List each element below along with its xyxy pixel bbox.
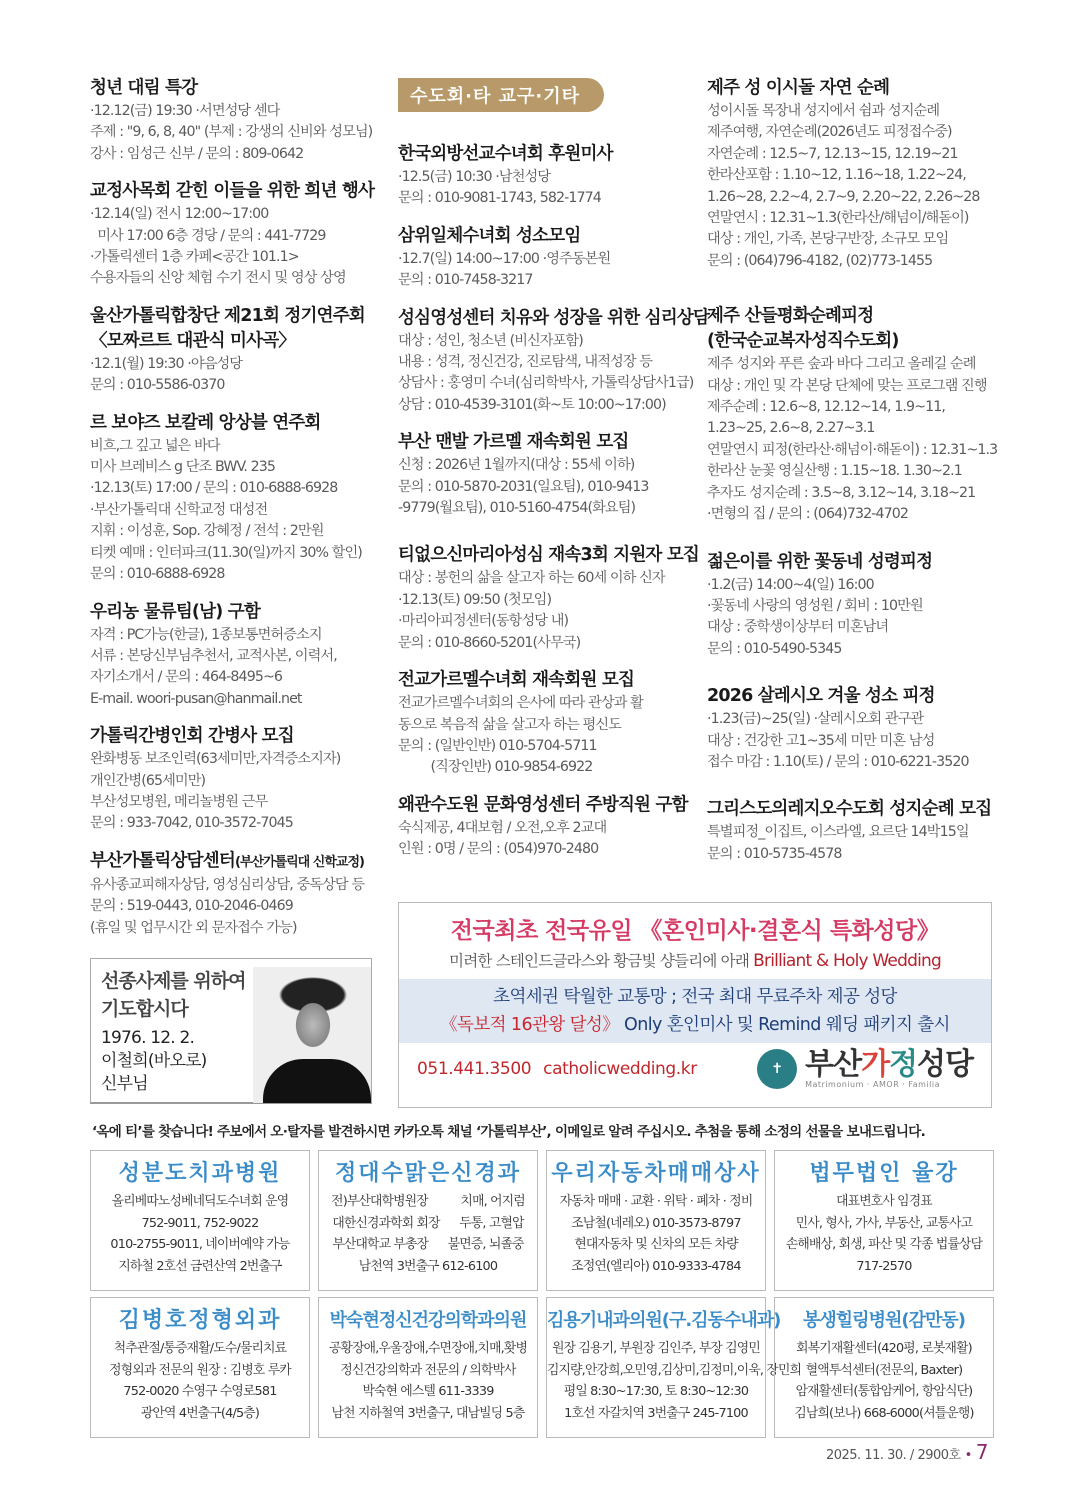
listing-line: 대상 : 개인, 가족, 본당구반장, 소규모 모임 xyxy=(707,231,949,248)
listing xyxy=(398,306,710,417)
ads-row-2 xyxy=(90,1297,990,1438)
listing-line: 대상 : 중학생이상부터 미혼남녀 xyxy=(707,619,889,636)
business-line: 박숙현 에스텔 611-3339 xyxy=(362,1384,494,1400)
listing xyxy=(90,179,386,290)
logo-part-c: 정 xyxy=(889,1046,918,1082)
listing-line: ·12.12(금) 19:30 ·서면성당 센다 xyxy=(90,103,280,119)
listing-line: 제주 성지와 푸른 숲과 바다 그리고 올레길 순례 xyxy=(707,356,976,373)
business-line: 민사, 형사, 가사, 부동산, 교통사고 xyxy=(795,1215,973,1231)
listing xyxy=(90,724,386,835)
business-ad xyxy=(318,1150,538,1291)
typo-notice: ‘옥에 티’를 찾습니다! 주보에서 오·탈자를 발견하시면 카카오톡 채널 ‘가톨릭부산’, 이메일로 알려 주십시오. 추첨을 통해 소정의 선물을 보내드립니다. xyxy=(92,1124,926,1140)
listing-line: 상담 : 010-4539-3101(화~토 10:00~17:00) xyxy=(398,396,666,413)
page-footer xyxy=(826,1440,988,1464)
listing xyxy=(90,411,386,586)
priest-photo xyxy=(253,967,371,1103)
listing-title: 한국외방선교수녀회 후원미사 xyxy=(398,144,613,164)
listing-title: 젊은이를 위한 꽃동네 성령피정 xyxy=(707,551,933,572)
listing-line: 대상 : 개인 및 각 본당 단체에 맞는 프로그램 진행 xyxy=(707,377,987,394)
business-line: 손해배상, 회생, 파산 및 각종 법률상담 xyxy=(785,1237,983,1253)
business-name: 김병호정형외과 xyxy=(118,1308,282,1333)
memorial-title xyxy=(101,967,245,1023)
memorial-details xyxy=(101,1027,206,1096)
listing-line: ·가톨릭센터 1층 카페<공간 101.1> xyxy=(90,249,299,266)
business-name: 봉생힐링병원(감만동) xyxy=(803,1310,965,1331)
listing-line: ·12.14(일) 전시 12:00~17:00 xyxy=(90,206,269,223)
listing-line: 문의 : 010-9081-1743, 582-1774 xyxy=(398,190,601,207)
listing-line: 수용자들의 신앙 체험 수기 전시 및 영상 상영 xyxy=(90,270,346,287)
listing-title: 2026 살레시오 겨울 성소 피정 xyxy=(707,686,935,707)
listing-line: 문의 : 010-5870-2031(일요팀), 010-9413 xyxy=(398,478,649,495)
listing-line: 문의 : 010-7458-3217 xyxy=(398,272,533,289)
listing-title: 그리스도의레지오수도회 성지순례 모집 xyxy=(707,799,992,820)
listing-line: 주제 : "9, 6, 8, 40" (부제 : 강생의 신비와 성모님) xyxy=(90,124,373,141)
listing-line: ·꽃동네 사랑의 영성원 / 회비 : 10만원 xyxy=(707,597,923,614)
wedding-phone[interactable]: 051.441.3500 xyxy=(417,1059,532,1079)
business-line: 010-2755-9011, 네이버예약 가능 xyxy=(110,1237,290,1253)
listing-line: 자기소개서 / 문의 : 464-8495~6 xyxy=(90,669,283,686)
business-line: 평일 8:30~17:30, 토 8:30~12:30 xyxy=(563,1384,749,1400)
listing xyxy=(707,797,1003,865)
listing xyxy=(707,550,1003,661)
wedding-band-line2 xyxy=(399,1011,991,1039)
business-line: 공황장애,우울장애,수면장애,치매,홧병 xyxy=(328,1341,528,1356)
listing-line: 1.23~25, 2.6~8, 2.27~3.1 xyxy=(707,420,875,437)
business-line: 김남희(보나) 668-6000(셔틀운행) xyxy=(794,1405,974,1421)
listing-line: 미사 17:00 6층 경당 / 문의 : 441-7729 xyxy=(90,227,326,244)
listing-title: 청년 대림 특강 xyxy=(90,78,198,98)
listing-line: 성이시돌 목장내 성지에서 쉼과 성지순례 xyxy=(707,103,940,119)
business-name: 법무법인 율강 xyxy=(809,1161,959,1186)
listing-line: 완화병동 보조인력(63세미만,자격증소지자) xyxy=(90,751,341,768)
business-line: 대한신경과학회 회장 두통, 고혈압 xyxy=(332,1215,524,1231)
listing-line: -9779(월요팀), 010-5160-4754(화요팀) xyxy=(398,500,636,517)
listing-line: 대상 : 봉헌의 삶을 살고자 하는 60세 이하 신자 xyxy=(398,570,665,587)
listing xyxy=(90,600,386,711)
listing-line: 비흐,그 깊고 넓은 바다 xyxy=(90,437,220,454)
listing-line: 상담사 : 홍영미 수녀(심리학박사, 가톨릭상담사1급) xyxy=(398,375,694,392)
listing-line: 강사 : 임성근 신부 / 문의 : 809-0642 xyxy=(90,145,304,162)
listing-title: 티없으신마리아성심 재속3회 지원자 모집 xyxy=(398,545,700,566)
listing-line: 인원 : 0명 / 문의 : (054)970-2480 xyxy=(398,841,599,858)
listing xyxy=(398,142,694,210)
listing-line: 한라산 눈꽃 영실산행 : 1.15~18. 1.30~2.1 xyxy=(707,463,962,480)
memorial-honorific: 신부님 xyxy=(101,1074,148,1094)
business-name: 성분도치과병원 xyxy=(118,1161,282,1186)
listing-line: ·부산가톨릭대 신학교정 대성전 xyxy=(90,501,268,518)
listing-line: 접수 마감 : 1.10(토) / 문의 : 010-6221-3520 xyxy=(707,753,969,770)
listing-line: ·1.2(금) 14:00~4(일) 16:00 xyxy=(707,576,874,593)
listing-title: (한국순교복자성직수도회) xyxy=(707,331,899,352)
listing-line: 문의 : 010-5490-5345 xyxy=(707,640,842,657)
listing-line: 문의 : 010-6888-6928 xyxy=(90,566,225,583)
business-line: 자동차 매매 · 교환 · 위탁 · 폐차 · 정비 xyxy=(559,1194,753,1209)
business-line: 대표변호사 임경표 xyxy=(836,1194,932,1209)
column-middle xyxy=(398,76,710,875)
listing-title-sub: (부산가톨릭대 신학교정) xyxy=(234,854,364,870)
listing-line: 대상 : 건강한 고1~35세 미만 미혼 남성 xyxy=(707,732,935,749)
business-ad xyxy=(774,1297,994,1438)
ads-row-1 xyxy=(90,1150,990,1291)
listing xyxy=(398,668,694,779)
church-logo-icon: ✝ xyxy=(757,1049,797,1089)
listing-title-main: 부산가톨릭상담센터 xyxy=(90,850,235,871)
listing-line: 내용 : 성격, 정신건강, 진로탐색, 내적성장 등 xyxy=(398,354,653,371)
memorial-title-line: 선종사제를 위하여 xyxy=(101,970,246,992)
logo-part-a: 부산 xyxy=(805,1046,862,1082)
wedding-sub-ko: 미려한 스테인드글라스와 황금빛 샹들리에 아래 xyxy=(449,952,750,970)
wedding-band xyxy=(399,979,991,1043)
memorial-title-line: 기도합시다 xyxy=(101,998,188,1020)
listing-line: ·마리아피정센터(동항성당 내) xyxy=(398,613,569,630)
listing-line: 문의 : 010-8660-5201(사무국) xyxy=(398,634,581,651)
business-name: 정대수맑은신경과 xyxy=(334,1161,522,1186)
wedding-headline: 전국최초 전국유일 《혼인미사·결혼식 특화성당》 xyxy=(450,918,940,944)
business-line: 정신건강의학과 전문의 / 의학박사 xyxy=(340,1362,516,1378)
wedding-band-line1: 초역세권 탁월한 교통망 ; 전국 최대 무료주차 제공 성당 xyxy=(493,987,897,1007)
listing-line: 자연순례 : 12.5~7, 12.13~15, 12.19~21 xyxy=(707,145,958,162)
business-line: 척추관절/통증재활/도수/물리치료 xyxy=(113,1341,287,1356)
listing-title: 제주 성 이시돌 자연 순례 xyxy=(707,78,890,98)
listing xyxy=(398,430,694,519)
business-ad xyxy=(546,1150,766,1291)
business-line: 부산대학교 부총장 불면증, 뇌졸중 xyxy=(332,1237,524,1253)
listing-line: 문의 : 519-0443, 010-2046-0469 xyxy=(90,898,293,915)
listing-line: 동으로 복음적 삶을 살고자 하는 평신도 xyxy=(398,716,621,733)
business-line: 752-0020 수영구 수영로581 xyxy=(123,1384,277,1400)
wedding-package: Only 혼인미사 및 Remind 웨딩 패키지 출시 xyxy=(619,1015,950,1035)
listing-line: 한라산포함 : 1.10~12, 1.16~18, 1.22~24, xyxy=(707,167,966,184)
business-line: 752-9011, 752-9022 xyxy=(141,1215,259,1231)
issue-date: 2025. 11. 30. / 2900호 xyxy=(825,1448,961,1463)
bullet-icon: • xyxy=(964,1448,972,1463)
listing-line: ·1.23(금)~25(일) ·살레시오회 관구관 xyxy=(707,711,924,728)
business-name: 우리자동차매매상사 xyxy=(551,1161,761,1186)
listing-line: 추자도 성지순례 : 3.5~8, 3.12~14, 3.18~21 xyxy=(707,484,976,501)
listing-title: 가톨릭간병인회 간병사 모집 xyxy=(90,726,294,747)
listing-title: 제주 산들평화순례피정 xyxy=(707,306,874,327)
listing-line: 문의 : (일반인반) 010-5704-5711 xyxy=(398,737,597,754)
listing-title: 울산가톨릭합창단 제21회 정기연주회 xyxy=(90,305,365,326)
logo-part-d: 성당 xyxy=(917,1046,973,1082)
business-line: 조남철(네레오) 010-3573-8797 xyxy=(571,1215,741,1231)
business-line: 원장 김용기, 부원장 김인주, 부장 김영민 xyxy=(552,1341,760,1356)
listing-line: 연말연시 : 12.31~1.3(한라산/해넘이/해돋이) xyxy=(707,210,969,227)
listing-line: 제주순례 : 12.6~8, 12.12~14, 1.9~11, xyxy=(707,399,945,416)
listing xyxy=(707,684,1003,773)
listing xyxy=(90,304,386,397)
listing-line: 지휘 : 이성훈, Sop. 강혜정 / 전석 : 2만원 xyxy=(90,523,324,540)
listing-line: 부산성모병원, 메리놀병원 근무 xyxy=(90,793,268,810)
business-line: 조정연(엘리아) 010-9333-4784 xyxy=(571,1258,741,1274)
wedding-award: 《독보적 16관왕 달성》 xyxy=(440,1015,620,1035)
logo-part-b: 가 xyxy=(861,1046,890,1082)
business-line: 암재활센터(통합암케어, 항암식단) xyxy=(795,1384,973,1400)
listing-title: 전교가르멜수녀회 재속회원 모집 xyxy=(398,670,635,691)
business-line: 회복기재활센터(420평, 로봇재활) xyxy=(796,1341,972,1356)
listing xyxy=(90,849,386,939)
listing-line: 제주여행, 자연순례(2026년도 피정접수중) xyxy=(707,124,952,141)
business-line: 지하철 2호선 금련산역 2번출구 xyxy=(118,1258,282,1274)
listing-line: 특별피정_이집트, 이스라엘, 요르단 14박15일 xyxy=(707,824,969,841)
memorial-box xyxy=(90,958,372,1104)
page-number: 7 xyxy=(975,1440,988,1464)
business-line: 혈액투석센터(전문의, Baxter) xyxy=(805,1362,963,1378)
wedding-sub xyxy=(399,949,991,971)
memorial-name: 이철희(바오로) xyxy=(101,1051,207,1071)
wedding-contact-row xyxy=(399,1043,991,1095)
memorial-date: 1976. 12. 2. xyxy=(101,1028,195,1048)
listing-line: 문의 : 010-5735-4578 xyxy=(707,845,842,862)
business-name: 박숙현정신건강의학과의원 xyxy=(329,1310,527,1331)
listing-line: 개인간병(65세미만) xyxy=(90,772,206,789)
listing-line: 유사종교피해자상담, 영성심리상담, 중독상담 등 xyxy=(90,876,365,893)
listing-title: 교정사목회 갇힌 이들을 위한 희년 행사 xyxy=(90,181,375,202)
listing-title: 르 보야즈 보칼레 앙상블 연주회 xyxy=(90,412,321,433)
listing-line: 숙식제공, 4대보험 / 오전,오후 2교대 xyxy=(398,819,607,836)
business-line: 광안역 4번출구(4/5층) xyxy=(140,1405,260,1421)
listing-line: 1.26~28, 2.2~4, 2.7~9, 2.20~22, 2.26~28 xyxy=(707,188,980,205)
listing-line: ·면형의 집 / 문의 : (064)732-4702 xyxy=(707,506,909,523)
wedding-sub-en: Brilliant & Holy Wedding xyxy=(753,951,941,971)
listing-line: 연말연시 피정(한라산·해넘이·해돋이) : 12.31~1.3 xyxy=(707,441,998,458)
listing xyxy=(398,543,700,654)
wedding-url[interactable]: catholicwedding.kr xyxy=(543,1059,697,1079)
listing-line: (휴일 및 업무시간 외 문자접수 가능) xyxy=(90,919,297,936)
business-line: 717-2570 xyxy=(856,1258,912,1274)
wedding-ad xyxy=(398,902,992,1108)
business-ad xyxy=(318,1297,538,1438)
listing-line: E-mail. woori-pusan@hanmail.net xyxy=(90,690,302,707)
listing-line: ·12.1(월) 19:30 ·야음성당 xyxy=(90,355,243,372)
listing-line: ·12.13(토) 09:50 (첫모임) xyxy=(398,591,552,608)
listing xyxy=(398,793,694,861)
business-line: 1호선 자갈치역 3번출구 245-7100 xyxy=(564,1405,748,1421)
listing-title: 삼위일체수녀회 성소모임 xyxy=(398,225,581,246)
listing-line: ·12.5(금) 10:30 ·남천성당 xyxy=(398,169,551,185)
listing xyxy=(398,224,694,292)
logo-sub: Matrimonium · AMOR · Familia xyxy=(805,1079,941,1089)
listing-line: 문의 : 010-5586-0370 xyxy=(90,377,225,394)
listing xyxy=(707,76,1003,272)
listing-line: ·12.7(일) 14:00~17:00 ·영주동본원 xyxy=(398,250,611,267)
listing-title: 부산 맨발 가르멜 재속회원 모집 xyxy=(398,432,629,453)
listing-title: 성심영성센터 치유와 성장을 위한 심리상담 xyxy=(398,307,710,328)
listing-line: 서류 : 본당신부님추천서, 교적사본, 이력서, xyxy=(90,647,337,664)
business-ad xyxy=(90,1297,310,1438)
column-right xyxy=(707,76,1003,879)
listing-line: 전교가르멜수녀회의 은사에 따라 관상과 활 xyxy=(398,695,643,712)
church-logo xyxy=(805,1046,973,1089)
business-line: 전)부산대학병원장 치매, 어지럼 xyxy=(331,1194,525,1209)
business-line: 현대자동차 및 신차의 모든 차량 xyxy=(574,1237,738,1253)
listing-line: 미사 브레비스 g 단조 BWV. 235 xyxy=(90,459,276,476)
section-badge: 수도회·타 교구·기타 xyxy=(398,78,604,112)
business-line: 올리베따노성베네딕도수녀회 운영 xyxy=(111,1194,289,1209)
listing xyxy=(90,76,386,165)
business-ad xyxy=(774,1150,994,1291)
listing-line: ·12.13(토) 17:00 / 문의 : 010-6888-6928 xyxy=(90,480,338,497)
business-line: 김지량,안강희,오민영,김상미,김정미,이욱, 장민희 xyxy=(547,1362,802,1378)
business-line: 남천 지하철역 3번출구, 대남빌딩 5층 xyxy=(331,1405,525,1421)
business-line: 정형외과 전문의 원장 : 김병호 루카 xyxy=(109,1362,291,1378)
listing-line: 자격 : PC가능(한글), 1종보통면허증소지 xyxy=(90,626,322,643)
listing-title: 〈모짜르트 대관식 미사곡〉 xyxy=(90,330,296,351)
listing-line: 티켓 예매 : 인터파크(11.30(일)까지 30% 할인) xyxy=(90,544,362,561)
listing-line: 대상 : 성인, 청소년 (비신자포함) xyxy=(398,332,583,349)
business-ad xyxy=(90,1150,310,1291)
business-ad xyxy=(546,1297,802,1438)
listing-line: 문의 : (064)796-4182, (02)773-1455 xyxy=(707,252,933,269)
listing-line: 문의 : 933-7042, 010-3572-7045 xyxy=(90,815,293,832)
listing-title: 왜관수도원 문화영성센터 주방직원 구함 xyxy=(398,794,688,815)
listing xyxy=(707,304,1003,525)
column-left xyxy=(90,76,386,953)
listing-title xyxy=(90,849,386,875)
listing-line: (직장인반) 010-9854-6922 xyxy=(398,759,593,776)
listing-title: 우리농 물류팀(남) 구함 xyxy=(90,601,260,622)
business-line: 남천역 3번출구 612-6100 xyxy=(358,1258,498,1274)
business-name: 김용기내과의원(구.김동수내과) xyxy=(547,1310,781,1331)
listing-line: 신청 : 2026년 1월까지(대상 : 55세 이하) xyxy=(398,457,635,474)
wedding-contact xyxy=(417,1059,757,1079)
